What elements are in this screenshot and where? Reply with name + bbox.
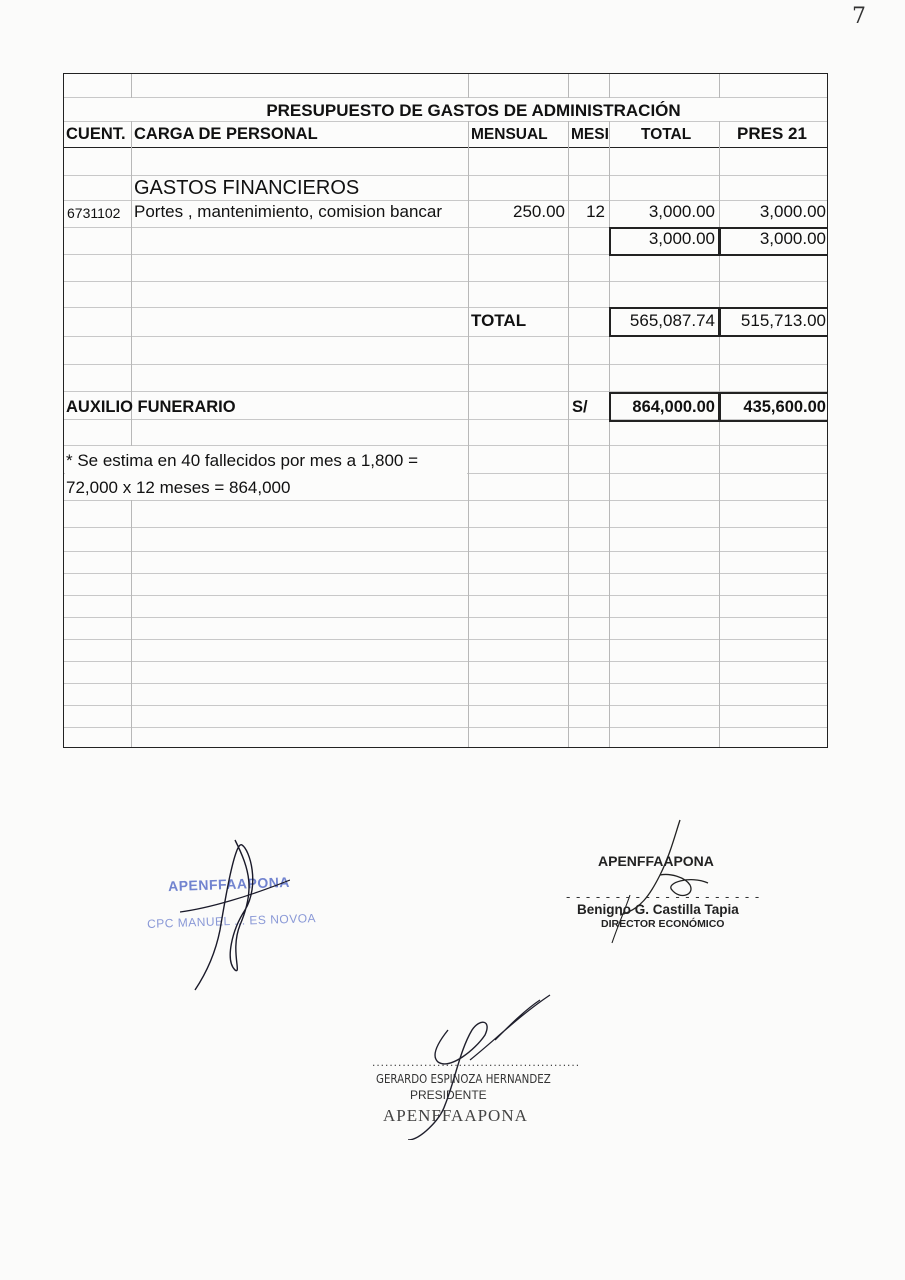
row-pres21: 3,000.00 xyxy=(759,202,826,221)
auxilio-pres21: 435,600.00 xyxy=(743,398,826,416)
bottom-name: GERARDO ESPINOZA HERNANDEZ xyxy=(376,1071,551,1086)
table-title: PRESUPUESTO DE GASTOS DE ADMINISTRACIÓN xyxy=(266,101,681,120)
row-monthly: 250.00 xyxy=(513,202,565,221)
grand-total-value: 565,087.74 xyxy=(629,311,715,330)
note-line-2: 72,000 x 12 meses = 864,000 xyxy=(66,478,291,497)
auxilio-label: AUXILIO FUNERARIO xyxy=(66,398,236,416)
right-org: APENFFAAPONA xyxy=(598,853,714,869)
header-mes: MESI xyxy=(571,126,609,143)
right-role: DIRECTOR ECONÓMICO xyxy=(601,918,725,930)
bottom-dot-line: ................................................ xyxy=(372,1055,581,1069)
row-account: 6731102 xyxy=(67,205,121,221)
header-carga-personal: CARGA DE PERSONAL xyxy=(134,125,318,143)
row-description: Portes , mantenimiento, comision bancar xyxy=(134,202,443,221)
auxilio-total: 864,000.00 xyxy=(632,398,715,416)
subtotal-pres21: 3,000.00 xyxy=(759,229,826,248)
left-signature xyxy=(180,830,290,995)
header-total: TOTAL xyxy=(641,126,692,143)
right-dash-line: - - - - - - - - - - - - - - - - - - - - xyxy=(566,889,761,904)
row-total: 3,000.00 xyxy=(648,202,715,221)
note-line-1: * Se estima en 40 fallecidos por mes a 1,800 = xyxy=(66,451,419,470)
bottom-org: APENFFAAPONA xyxy=(383,1106,528,1125)
header-mensual: MENSUAL xyxy=(471,126,548,143)
header-cuenta: CUENT. xyxy=(66,125,126,143)
row-months: 12 xyxy=(586,202,605,221)
bottom-role: PRESIDENTE xyxy=(410,1088,487,1102)
right-name: Benigno G. Castilla Tapia xyxy=(577,902,739,917)
grand-total-pres21: 515,713.00 xyxy=(740,311,826,330)
total-label: TOTAL xyxy=(471,311,527,330)
budget-table xyxy=(63,73,828,748)
auxilio-currency: S/ xyxy=(572,398,588,416)
bottom-signature xyxy=(400,990,560,1140)
page-number-mark: 7 xyxy=(852,4,866,29)
section-title: GASTOS FINANCIEROS xyxy=(134,177,360,199)
left-stamp-name: CPC MANUEL ... ES NOVOA xyxy=(146,911,317,931)
header-pres21: PRES 21 xyxy=(737,124,807,143)
subtotal-total: 3,000.00 xyxy=(648,229,715,248)
right-signature xyxy=(600,815,720,945)
left-stamp-org: APENFFAAPONA xyxy=(167,873,291,895)
